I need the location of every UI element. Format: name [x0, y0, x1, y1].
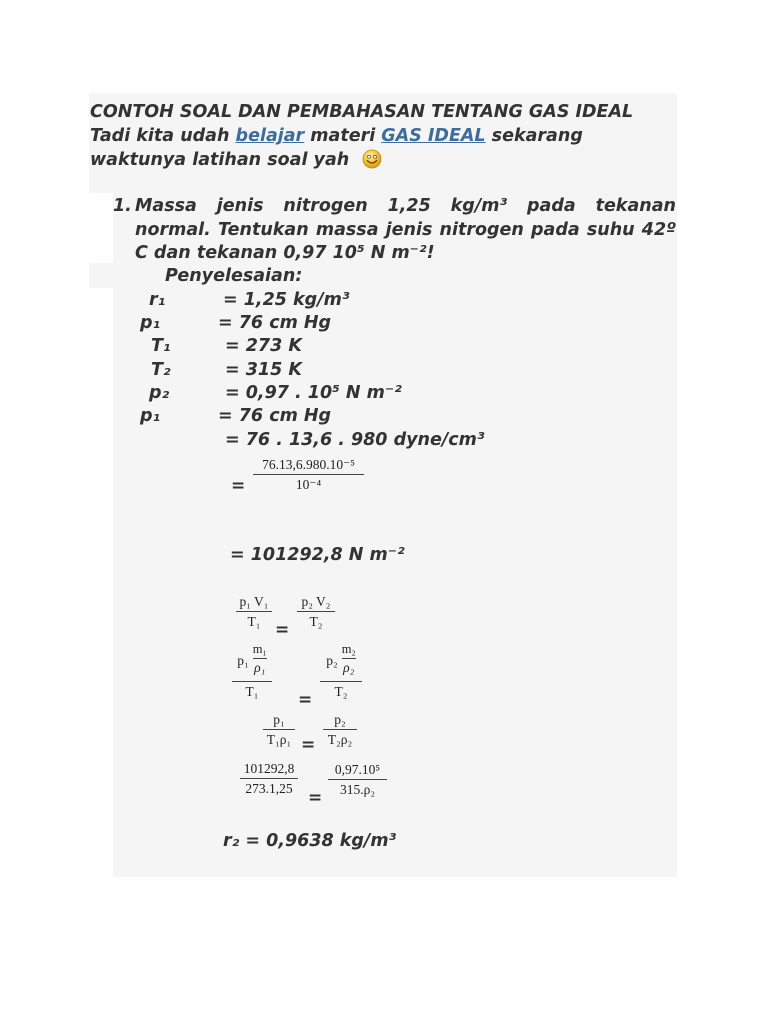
intro-text: sekarang — [485, 126, 583, 146]
gas-ideal-link[interactable]: GAS IDEAL — [381, 126, 486, 146]
problem-line-1: Massa jenis nitrogen 1,25 kg/m³ pada tekanan — [135, 196, 676, 216]
pressure-result: = 101292,8 N m⁻² — [230, 544, 405, 565]
smiley-icon — [362, 149, 382, 169]
fraction-left — [263, 713, 295, 747]
given-value: = 76 cm Hg — [218, 313, 332, 333]
given-symbol: r₁ — [149, 289, 166, 310]
pressure-symbol: p₁ — [237, 653, 249, 668]
equals-sign: = — [231, 476, 246, 496]
fraction-numerator: 0,97.10⁵ — [334, 762, 381, 777]
intro-line-1 — [90, 125, 583, 148]
pressure-conversion: = 76 . 13,6 . 980 dyne/cm³ — [225, 429, 485, 450]
inner-numerator: m₂ — [341, 642, 356, 656]
belajar-link[interactable]: belajar — [235, 126, 305, 146]
equals-sign: = — [308, 788, 323, 808]
fraction-right — [328, 763, 387, 797]
page-title: CONTOH SOAL DAN PEMBAHASAN TENTANG GAS IDEAL — [90, 102, 634, 122]
final-answer: r₂ = 0,9638 kg/m³ — [223, 830, 397, 851]
given-symbol: p₁ — [140, 406, 161, 426]
problem-line-3: C dan tekanan 0,97 10⁵ N m⁻²! — [135, 242, 435, 263]
fraction-denominator: T₂ρ₂ — [327, 732, 353, 747]
fraction-numerator: p₁ V₁ — [239, 594, 269, 609]
fraction-denominator: T₂ — [334, 684, 348, 699]
fraction-right — [323, 713, 357, 747]
inner-denominator: ρ₂ — [343, 660, 355, 675]
fraction-left — [240, 762, 298, 796]
inner-fraction — [342, 643, 356, 675]
compound-fraction-right — [320, 643, 362, 699]
intro-text: Tadi kita udah — [90, 126, 236, 146]
given-value: = 315 K — [225, 359, 302, 380]
fraction-numerator: p₁ — [273, 712, 285, 727]
fraction-numerator — [237, 643, 267, 681]
given-value: = 273 K — [225, 336, 302, 356]
equals-sign: = — [301, 735, 316, 755]
intro-line-2: waktunya latihan soal yah — [90, 149, 350, 170]
pressure-symbol: p₂ — [326, 653, 338, 668]
fraction-denominator: T₂ — [309, 614, 323, 629]
fraction-denominator: T₁ρ₁ — [266, 732, 292, 747]
given-symbol: T₁ — [151, 336, 171, 356]
problem-line-2: normal. Tentukan massa jenis nitrogen pada suhu 42º — [135, 219, 676, 240]
solution-heading: Penyelesaian: — [165, 265, 303, 286]
inner-denominator: ρ₁ — [254, 660, 266, 675]
equals-sign: = — [298, 690, 313, 710]
solution-panel — [113, 288, 677, 877]
compound-fraction-left — [232, 643, 272, 699]
given-value: = 0,97 . 10⁵ N m⁻² — [225, 382, 402, 403]
equals-sign: = — [275, 620, 290, 640]
fraction-numerator — [326, 643, 356, 681]
fraction-denominator: T₁ — [247, 614, 261, 629]
fraction-right — [297, 595, 335, 629]
given-symbol: p₂ — [149, 382, 170, 403]
fraction-numerator: p₂ V₂ — [301, 594, 331, 609]
intro-text: materi — [304, 126, 382, 146]
fraction-numerator: 76.13,6.980.10⁻⁵ — [262, 457, 355, 472]
fraction-numerator: 101292,8 — [243, 761, 295, 776]
given-value: = 1,25 kg/m³ — [223, 289, 350, 310]
fraction-denominator: 273.1,25 — [245, 781, 293, 796]
fraction-denominator: T₁ — [245, 684, 259, 699]
fraction-step — [253, 458, 364, 492]
inner-numerator: m₁ — [252, 642, 267, 656]
problem-number: 1. — [113, 196, 132, 216]
fraction-denominator: 10⁻⁴ — [295, 477, 322, 492]
fraction-denominator: 315.ρ₂ — [339, 782, 376, 797]
fraction-numerator: p₂ — [334, 712, 346, 727]
given-value: = 76 cm Hg — [218, 406, 332, 426]
given-symbol: p₁ — [140, 313, 161, 333]
inner-fraction — [253, 643, 267, 675]
given-symbol: T₂ — [151, 359, 171, 380]
fraction-left — [236, 595, 272, 629]
